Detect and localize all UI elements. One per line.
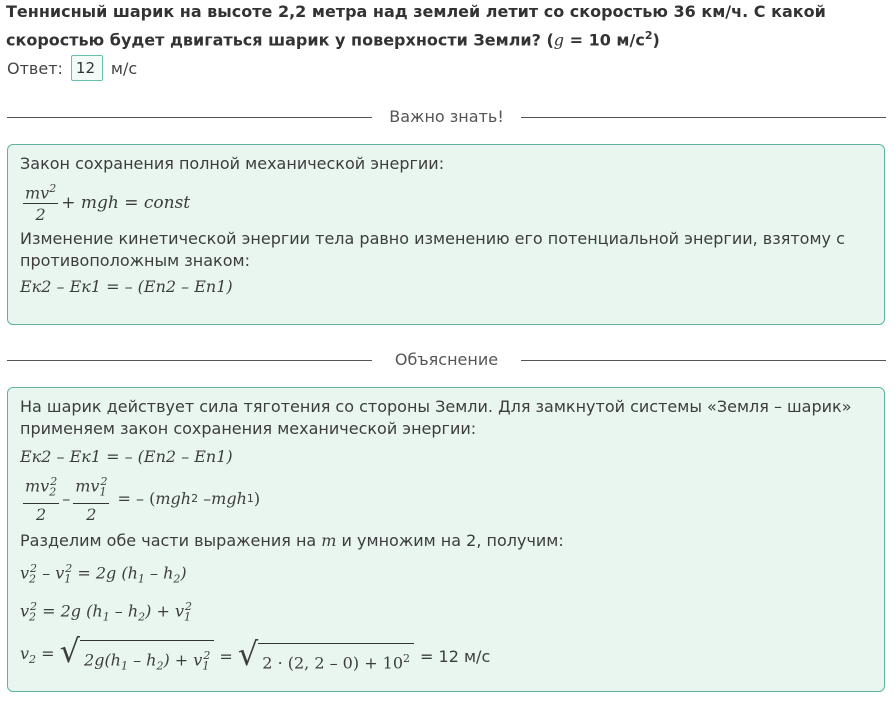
energy-equation: Eк2 – Eк1 = – (Eп2 – Eп1)	[20, 277, 233, 297]
divider-explanation	[7, 349, 886, 371]
answer-row	[7, 55, 137, 81]
section-title-important: Важно знать!	[389, 107, 504, 126]
answer-unit: м/с	[110, 58, 138, 78]
section-title-explanation: Объяснение	[394, 350, 499, 369]
intro-text: На шарик действует сила тяготения со стороны Земли. Для замкнутой системы «Земля – шарик» применяем закон сохранения механической энергии:	[20, 397, 852, 438]
energy-equation-2: Eк2 – Eк1 = – (Eп2 – Eп1)	[20, 447, 233, 466]
change-text: Изменение кинетической энергии тела равно изменению его потенциальной энергии, взятому с противоположным знаком:	[20, 229, 845, 271]
law-text: Закон сохранения полной механической энергии:	[20, 154, 445, 173]
velocity-squared-eq: $v_2^2 = 2g$ $(h_1 - h_2) + v_1^2$	[20, 600, 193, 624]
final-velocity-eq: $v_2$ = √ $2g(h_1 - h_2) + v_1^2$ = √ 2 · (2, $2 - 0) + 10^2$ = 12 м/с	[20, 635, 872, 680]
energy-formula: $\frac{mv^2}{2}$ + mgh = const	[20, 179, 872, 226]
divide-text: Разделим обе части выражения на m и умножим на 2, получим:	[20, 530, 564, 550]
important-card	[7, 144, 885, 325]
explanation-card	[7, 387, 885, 692]
g-symbol: g	[553, 30, 565, 50]
velocity-diff-eq: $v_2^2 - v_1^2 = 2g$ $(h_1 - h_2)$	[20, 561, 187, 586]
answer-label: Ответ:	[7, 58, 63, 78]
kinetic-potential-eq: $\frac{mv_2^2}{2}$ – $\frac{mv_1^2}{2}$ = – ( mgh 2 – mgh 1 )	[20, 472, 872, 526]
question-text: Теннисный шарик на высоте 2,2 метра над землей летит со скоростью 36 км/ч. С какой скоростью будет двигаться шарик у поверхности Земли? (g = 10 $м/с^2$)	[6, 2, 826, 50]
divider-important	[7, 106, 886, 128]
answer-input[interactable]: 12	[71, 55, 103, 81]
